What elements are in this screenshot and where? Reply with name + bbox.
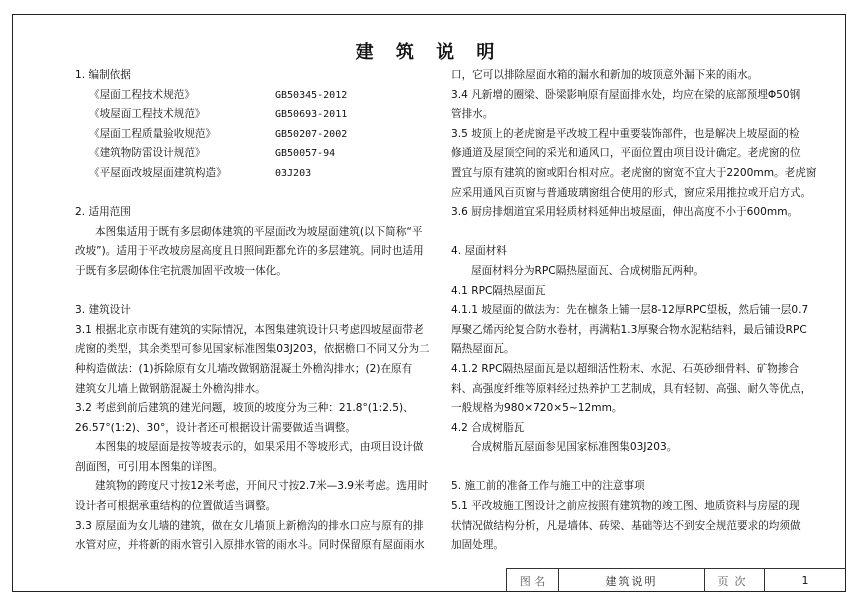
right-column [451,66,817,556]
text-line: 口，它可以排除屋面水箱的漏水和新加的坡顶意外漏下来的雨水。 [451,69,759,81]
standard-name: 《坡屋面工程技术规范》 [89,108,206,121]
section-3-heading: 3. 建筑设计 [75,304,131,317]
page-title: 建 筑 说 明 [355,42,503,63]
standard-name: 《平屋面改坡屋面建筑构造》 [89,166,227,179]
text-line: 料、高强度纤维等原料经过热养护工艺制成，具有轻韧、高强、耐久等优点， [451,382,812,395]
text-line: 3.3 原屋面为女儿墙的建筑，做在女儿墙顶上新檐沟的排水口应与原有的排 [75,519,424,532]
standard-code: 03J203 [275,167,312,179]
text-line: 设计者可根据承重结构的位置做适当调整。 [75,500,277,513]
text-line: 3.2 考虑到前后建筑的建光问题，坡顶的坡度分为三种：21.8°(1:2.5)、 [75,402,414,415]
text-line: 4.1.2 RPC隔热屋面瓦是以超细活性粉末、水泥、石英砂细骨料、矿物掺合 [451,362,800,375]
text-line: 应采用通风百页窗与普通玻璃窗组合使用的形式，窗应采用推拉或开启方式。 [451,186,812,199]
standard-code: GB50207-2002 [275,128,348,140]
standard-row [75,86,405,106]
text-line: 3.6 厨房排烟道宜采用轻质材料延伸出坡屋面，伸出高度不小于600mm。 [451,206,799,219]
text-line: 一般规格为980×720×5~12mm。 [451,402,623,415]
standard-row [75,105,405,125]
standard-row [75,125,405,145]
text-line: 合成树脂瓦屋面参见国家标准图集03J203。 [471,441,678,454]
standard-name: 《屋面工程质量验收规范》 [89,127,217,140]
left-column [75,66,430,556]
section-2-heading: 2. 适用范围 [75,206,131,219]
text-line: 水管对应，并将新的雨水管引入原排水管的雨水斗。同时保留原有屋面雨水 [75,539,425,552]
text-line: 26.57°(1:2)、30°，设计者还可根据设计需要做适当调整。 [75,421,356,434]
title-block-page-label: 页次 [705,569,765,592]
subsection-4-2-heading: 4.2 合成树脂瓦 [451,421,525,434]
text-line: 厚聚乙烯丙纶复合防水卷材，再满粘1.3厚聚合物水泥粘结料，最后铺设RPC [451,323,807,336]
standard-row [75,164,405,184]
text-line: 剖面图，可引用本图集的详图。 [75,460,224,473]
standard-row [75,144,405,164]
standard-code: GB50693-2011 [275,109,348,121]
standard-code: GB50345-2012 [275,89,348,101]
subsection-4-1-heading: 4.1 RPC隔热屋面瓦 [451,284,546,297]
text-line: 种构造做法：(1)拆除原有女儿墙改做钢筋混凝土外檐沟排水；(2)在原有 [75,362,413,375]
text-line: 管排水。 [451,108,494,121]
text-line: 建筑女儿墙上做钢筋混凝土外檐沟排水。 [75,382,266,395]
text-line: 加固处理。 [451,539,504,552]
standard-code: GB50057-94 [275,148,336,160]
title-block-page-number: 1 [801,574,809,587]
text-line: 本图集适用于既有多层砌体建筑的平屋面改为坡屋面建筑(以下简称“平 [95,225,423,238]
section-1-heading: 1. 编制依据 [75,69,131,81]
standards-list [75,86,405,184]
text-line: 置宜与原有建筑的窗或阳台相对应。老虎窗的窗宽不宜大于2200mm。老虎窗 [451,166,817,179]
text-line: 隔热屋面瓦。 [451,343,515,356]
section-4-heading: 4. 屋面材料 [451,245,507,258]
text-line: 3.5 坡顶上的老虎窗是平改坡工程中重要装饰部件，也是解决上坡屋面的检 [451,127,800,140]
text-line: 本图集的坡屋面是按等坡表示的，如果采用不等坡形式，由项目设计做 [95,441,424,454]
standard-name: 《建筑物防雷设计规范》 [89,147,206,160]
title-block-label: 图 名 [507,569,559,592]
text-line: 建筑物的跨度尺寸按12米考虑，开间尺寸按2.7米—3.9米考虑。选用时 [95,480,429,493]
text-line: 改坡”)。适用于平改坡房屋高度且日照间距都允许的多层建筑。同时也适用 [75,245,424,258]
text-line: 3.4 凡新增的圈梁、卧梁影响原有屋面排水处，均应在梁的底部预埋Φ50钢 [451,88,801,101]
text-line: 4.1.1 坡屋面的做法为：先在檩条上铺一层8-12厚RPC望板，然后铺一层0.7 [451,304,809,317]
text-line: 修通道及屋顶空间的采光和通风口，平面位置由项目设计确定。老虎窗的位 [451,147,801,160]
section-5-heading: 5. 施工前的准备工作与施工中的注意事项 [451,480,645,493]
title-block [506,568,846,592]
text-line: 状情况做结构分析，凡是墙体、砖梁、基础等达不到安全规范要求的均须做 [451,519,801,532]
title-block-drawing-name: 建筑说明 [559,569,705,592]
text-line: 3.1 根据北京市既有建筑的实际情况，本图集建筑设计只考虑四坡屋面带老 [75,323,424,336]
standard-name: 《屋面工程技术规范》 [89,88,195,101]
text-line: 于既有多层砌体住宅抗震加固平改坡一体化。 [75,264,287,277]
text-line: 屋面材料分为RPC隔热屋面瓦、合成树脂瓦两种。 [471,264,705,277]
text-line: 虎窗的类型，其余类型可参见国家标准图集03J203，依据檐口不同又分为二 [75,343,430,356]
text-line: 5.1 平改坡施工图设计之前应按照有建筑物的竣工图、地质资料与房屋的现 [451,500,800,513]
